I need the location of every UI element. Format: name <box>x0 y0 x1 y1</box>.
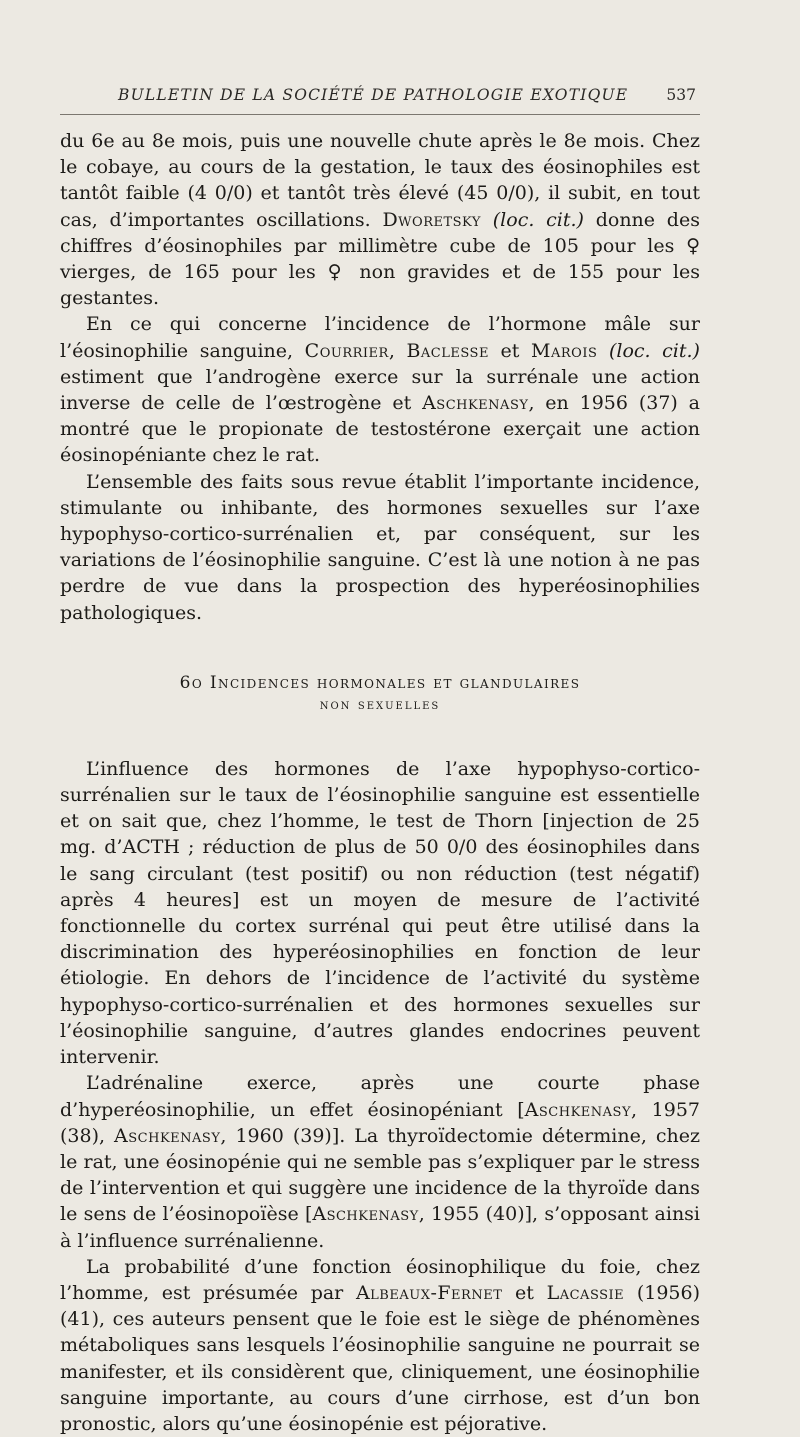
paragraph-1-text: du 6e au 8e mois, puis une nouvelle chute après le 8e mois. Chez le cobaye, au cours de la gestation, le taux des éosinophiles est tantôt faible (4 0/0) et tantôt très élevé (45 0/0), il subit, en tout cas, d’importantes oscillations. <box>60 130 700 231</box>
section-heading <box>60 672 700 716</box>
citation: (loc. cit.) <box>492 208 584 231</box>
conjunction: et <box>515 1281 534 1304</box>
author-name: Aschkenasy <box>524 1098 632 1121</box>
paragraph-6 <box>60 1254 700 1437</box>
conjunction: et <box>500 339 520 362</box>
paragraph-2: En ce qui concerne l’incidence de l’hormone mâle sur l’éosinophilie sanguine, Courrier, Baclesse et Marois (loc. cit.) estiment que l’androgène exerce sur la surrénale une action inverse de celle de l’œstrogène et Aschkenasy, en 1956 (37) a montré que le propionate de testostérone exerçait une action éosinopéniante chez le rat. <box>60 313 700 467</box>
paragraph-1 <box>60 128 700 311</box>
page-number: 537 <box>666 86 696 104</box>
paragraph-2-text: En ce qui concerne l’incidence de l’hormone mâle sur l’éosinophilie sanguine, <box>60 313 700 362</box>
paragraph-5-text-d: , 1955 (40)], s’opposant ainsi à l’influence surrénalienne. <box>60 1203 701 1252</box>
author-name: Albeaux-Fernet <box>355 1281 503 1304</box>
paragraph-5-text-c: , 1960 (39)]. La thyroïdectomie détermine, chez le rat, une éosinopénie qui ne semble pas s’expliquer par le stress de l’intervention et qui suggère une incidence de la thyroïde dans le sens de l’éosinopoïèse [ <box>60 1124 700 1226</box>
running-header <box>60 86 700 112</box>
paragraph-5-text: L’adrénaline exerce, après une courte phase d’hyperéosinophilie, un effet éosinopéniant [ <box>60 1072 700 1121</box>
journal-title: BULLETIN DE LA SOCIÉTÉ DE PATHOLOGIE EXOTIQUE <box>118 86 629 104</box>
paragraph-6-text-b: (1956) (41), ces auteurs pensent que le foie est le siège de phénomènes métaboliques sans lesquels l’éosinophilie sanguine ne pourrait se manifester, et ils considèrent que, cliniquement, une éosinophilie sanguine importante, au cours d’une cirrhose, est d’un bon pronostic, alors qu’une éosinopénie est péjorative. <box>60 1281 701 1435</box>
author-name: Marois <box>531 339 598 362</box>
author-name: Baclesse <box>406 339 489 362</box>
author-name: Dworetsky <box>382 208 481 231</box>
author-name: Aschkenasy <box>114 1124 221 1147</box>
paragraph-5-text-b: , 1957 (38), <box>60 1098 700 1147</box>
paragraph-1-tail: donne des chiffres d’éosinophiles par millimètre cube de 105 pour les ♀ vierges, de 165 pour les ♀ non gravides et de 155 pour les gestantes. <box>60 208 700 310</box>
paragraph-2-text-c: , en 1956 (37) a montré que le propionate de testostérone exerçait une action éosinopéniante chez le rat. <box>60 392 700 467</box>
paragraph-3: L’ensemble des faits sous revue établit l’importante incidence, stimulante ou inhibante, des hormones sexuelles sur l’axe hypophyso-cortico-surrénalien et, par conséquent, sur les variations de l’éosinophilie sanguine. C’est là une notion à ne pas perdre de vue dans la prospection des hyperéosinophilies pathologiques. <box>60 470 700 624</box>
header-rule <box>60 114 700 115</box>
paragraph-4: L’influence des hormones de l’axe hypophyso-cortico-surrénalien sur le taux de l’éosinophilie sanguine est essentielle et on sait que, chez l’homme, le test de Thorn [injection de 25 mg. d’ACTH ; réduction de plus de 50 0/0 des éosinophiles dans le sang circulant (test positif) ou non réduction (test négatif) après 4 heures] est un moyen de mesure de l’activité fonctionnelle du cortex surrénal qui peut être utilisé dans la discrimination des hyperéosinophilies en fonction de leur étiologie. En dehors de l’incidence de l’activité du système hypophyso-cortico-surrénalien et des hormones sexuelles sur l’éosinophilie sanguine, d’autres glandes endocrines peuvent intervenir. <box>60 757 700 1069</box>
paragraph-5 <box>60 1070 700 1253</box>
author-name: Aschkenasy <box>422 392 529 415</box>
article-body <box>60 128 700 1437</box>
author-name: Courrier <box>304 339 389 362</box>
author-name: Aschkenasy <box>312 1203 419 1226</box>
section-heading-line-1: 6o Incidences hormonales et glandulaires <box>179 672 581 693</box>
paragraph-6-text: La probabilité d’une fonction éosinophilique du foie, chez l’homme, est présumée par <box>60 1255 700 1304</box>
paragraph-2-text-b: estiment que l’androgène exerce sur la surrénale une action inverse de celle de l’œstrogène et <box>60 365 700 415</box>
section-heading-line-2: non sexuelles <box>319 696 441 713</box>
author-name: Lacassie <box>546 1281 625 1304</box>
citation: (loc. cit.) <box>608 339 700 362</box>
